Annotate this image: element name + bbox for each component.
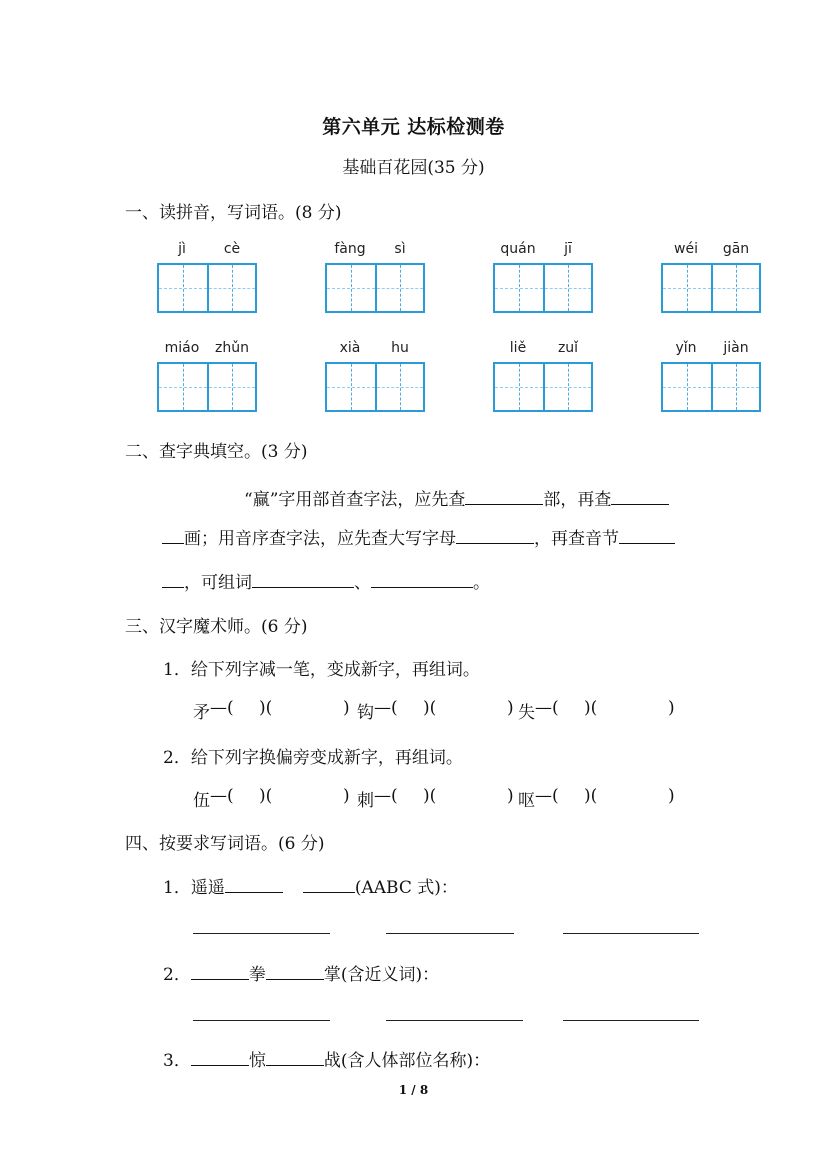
source-character: 伍: [193, 791, 210, 811]
pinyin-syllable: quán: [500, 241, 536, 257]
pinyin-label: [325, 241, 425, 263]
paren-separator: )(: [423, 698, 437, 718]
source-character: 钩: [357, 703, 374, 723]
question-number: 2．: [163, 965, 191, 985]
dash-paren: —(: [210, 786, 234, 806]
word-suffix: (AABC 式)：: [354, 878, 458, 898]
dictionary-line-1: [244, 485, 669, 510]
writing-grid-box[interactable]: [661, 263, 761, 313]
new-character-answer[interactable]: [235, 698, 257, 718]
section3-heading: 三、汉字魔术师。(6 分): [125, 617, 308, 637]
answer-line[interactable]: [193, 933, 330, 934]
writing-grid-box[interactable]: [325, 263, 425, 313]
writing-grid-cell[interactable]: [207, 265, 255, 311]
writing-grid-cell[interactable]: [375, 265, 423, 311]
dictionary-text: “赢”字用部首查字法，应先查: [244, 490, 466, 510]
close-paren: ): [343, 786, 350, 806]
question-4-1: [163, 873, 458, 898]
body-part-blank-b[interactable]: [266, 1048, 324, 1066]
word-middle: 拳: [248, 965, 266, 985]
writing-grid-cell[interactable]: [663, 265, 711, 311]
pinyin-syllable: zhǔn: [215, 340, 249, 356]
pinyin-syllable: jī: [564, 241, 572, 257]
paren-separator: )(: [259, 786, 273, 806]
pinyin-syllable: yǐn: [675, 340, 697, 356]
dictionary-text: ，再查音节: [534, 529, 619, 549]
new-character-answer[interactable]: [399, 698, 421, 718]
dictionary-line-2: [162, 524, 675, 549]
dictionary-text: 、: [354, 573, 371, 593]
pinyin-label: [493, 340, 593, 362]
dictionary-text: 。: [473, 573, 490, 593]
pinyin-label: [493, 241, 593, 263]
writing-grid-box[interactable]: [493, 263, 593, 313]
new-character-answer[interactable]: [560, 786, 582, 806]
writing-grid-cell[interactable]: [495, 265, 543, 311]
word-answer[interactable]: [439, 698, 503, 718]
new-character-answer[interactable]: [560, 698, 582, 718]
word-answer[interactable]: [600, 698, 664, 718]
page-number: 1 / 8: [398, 1083, 429, 1097]
pinyin-syllable: liě: [509, 340, 527, 356]
pinyin-syllable: fàng: [334, 241, 366, 257]
question-3-2: 2．给下列字换偏旁变成新字，再组词。: [163, 748, 463, 768]
paren-separator: )(: [423, 786, 437, 806]
pinyin-label: [325, 340, 425, 362]
writing-grid-cell[interactable]: [159, 364, 207, 410]
pinyin-syllable: sì: [394, 241, 406, 257]
pinyin-syllable: xià: [339, 340, 361, 356]
writing-grid-box[interactable]: [493, 362, 593, 412]
source-character: 失: [518, 703, 535, 723]
pinyin-syllable: jì: [178, 241, 186, 257]
word-answer[interactable]: [600, 786, 664, 806]
word-suffix: 掌(含近义词)：: [323, 965, 440, 985]
answer-line[interactable]: [563, 933, 699, 934]
stroke-count-blank-a[interactable]: [611, 487, 669, 505]
pinyin-item: [157, 340, 257, 412]
writing-grid-cell[interactable]: [663, 364, 711, 410]
word-answer[interactable]: [275, 786, 339, 806]
word-prefix: 遥遥: [190, 878, 225, 898]
dictionary-line-3: [162, 568, 490, 593]
close-paren: ): [668, 698, 675, 718]
dash-paren: —(: [374, 786, 398, 806]
initial-letter-blank[interactable]: [456, 526, 534, 544]
aabc-blank-a[interactable]: [225, 875, 283, 893]
question-3-1: 1．给下列字减一笔，变成新字，再组词。: [163, 660, 480, 680]
writing-grid-cell[interactable]: [327, 364, 375, 410]
dictionary-text: 部，再查: [543, 490, 612, 510]
pinyin-item: [661, 241, 761, 313]
answer-line[interactable]: [386, 933, 514, 934]
radical-blank[interactable]: [465, 487, 543, 505]
question-4-2: [163, 960, 439, 985]
source-character: 呕: [518, 791, 535, 811]
close-paren: ): [507, 698, 514, 718]
new-character-answer[interactable]: [399, 786, 421, 806]
synonym-blank-a[interactable]: [191, 962, 249, 980]
pinyin-syllable: hu: [391, 340, 409, 356]
question-number: 3．: [163, 1051, 191, 1071]
pinyin-label: [661, 340, 761, 362]
synonym-blank-b[interactable]: [266, 962, 324, 980]
pinyin-item: [661, 340, 761, 412]
dash-paren: —(: [535, 698, 559, 718]
writing-grid-box[interactable]: [661, 362, 761, 412]
writing-grid-box[interactable]: [157, 263, 257, 313]
syllable-blank-b[interactable]: [162, 570, 184, 588]
writing-grid-cell[interactable]: [711, 364, 759, 410]
pinyin-label: [157, 340, 257, 362]
aabc-blank-b[interactable]: [303, 875, 355, 893]
new-character-answer[interactable]: [235, 786, 257, 806]
word-answer[interactable]: [439, 786, 503, 806]
source-character: 矛: [193, 703, 210, 723]
writing-grid-box[interactable]: [157, 362, 257, 412]
pinyin-syllable: gān: [722, 241, 750, 257]
answer-line[interactable]: [563, 1020, 699, 1021]
dictionary-text: 画；用音序查字法，应先查大写字母: [184, 529, 456, 549]
dash-paren: —(: [535, 786, 559, 806]
word-answer[interactable]: [275, 698, 339, 718]
answer-line[interactable]: [193, 1020, 330, 1021]
pinyin-item: [493, 241, 593, 313]
section-subtitle: 基础百花园(35 分): [342, 158, 485, 178]
writing-grid-cell[interactable]: [711, 265, 759, 311]
pinyin-syllable: jiàn: [723, 340, 749, 356]
writing-grid-cell[interactable]: [543, 265, 591, 311]
writing-grid-cell[interactable]: [495, 364, 543, 410]
pinyin-syllable: zuǐ: [557, 340, 579, 356]
pinyin-item: [157, 241, 257, 313]
section2-heading: 二、查字典填空。(3 分): [125, 442, 308, 462]
question-4-3: [163, 1046, 490, 1071]
writing-grid-cell[interactable]: [543, 364, 591, 410]
word-middle: 惊: [248, 1051, 266, 1071]
syllable-blank-a[interactable]: [619, 526, 675, 544]
dash-paren: —(: [210, 698, 234, 718]
section4-heading: 四、按要求写词语。(6 分): [125, 834, 325, 854]
writing-grid-cell[interactable]: [327, 265, 375, 311]
page-title: 第六单元 达标检测卷: [322, 116, 505, 138]
pinyin-label: [661, 241, 761, 263]
dictionary-text: ，可组词: [184, 573, 252, 593]
dash-paren: —(: [374, 698, 398, 718]
pinyin-item: [325, 241, 425, 313]
writing-grid-cell[interactable]: [159, 265, 207, 311]
writing-grid-cell[interactable]: [375, 364, 423, 410]
pinyin-item: [325, 340, 425, 412]
paren-separator: )(: [584, 698, 598, 718]
close-paren: ): [668, 786, 675, 806]
question-number: 1．: [163, 878, 191, 898]
section1-heading: 一、读拼音，写词语。(8 分): [125, 203, 342, 223]
close-paren: ): [343, 698, 350, 718]
writing-grid-cell[interactable]: [207, 364, 255, 410]
pinyin-syllable: miáo: [164, 340, 200, 356]
stroke-count-blank-b[interactable]: [162, 526, 184, 544]
writing-grid-box[interactable]: [325, 362, 425, 412]
word-blank-1[interactable]: [252, 570, 354, 588]
word-blank-2[interactable]: [371, 570, 473, 588]
pinyin-syllable: cè: [223, 241, 241, 257]
paren-separator: )(: [584, 786, 598, 806]
pinyin-item: [493, 340, 593, 412]
source-character: 刺: [357, 791, 374, 811]
pinyin-label: [157, 241, 257, 263]
paren-separator: )(: [259, 698, 273, 718]
answer-line[interactable]: [386, 1020, 523, 1021]
close-paren: ): [507, 786, 514, 806]
pinyin-syllable: wéi: [674, 241, 698, 257]
word-suffix: 战(含人体部位名称)：: [323, 1051, 491, 1071]
body-part-blank-a[interactable]: [191, 1048, 249, 1066]
